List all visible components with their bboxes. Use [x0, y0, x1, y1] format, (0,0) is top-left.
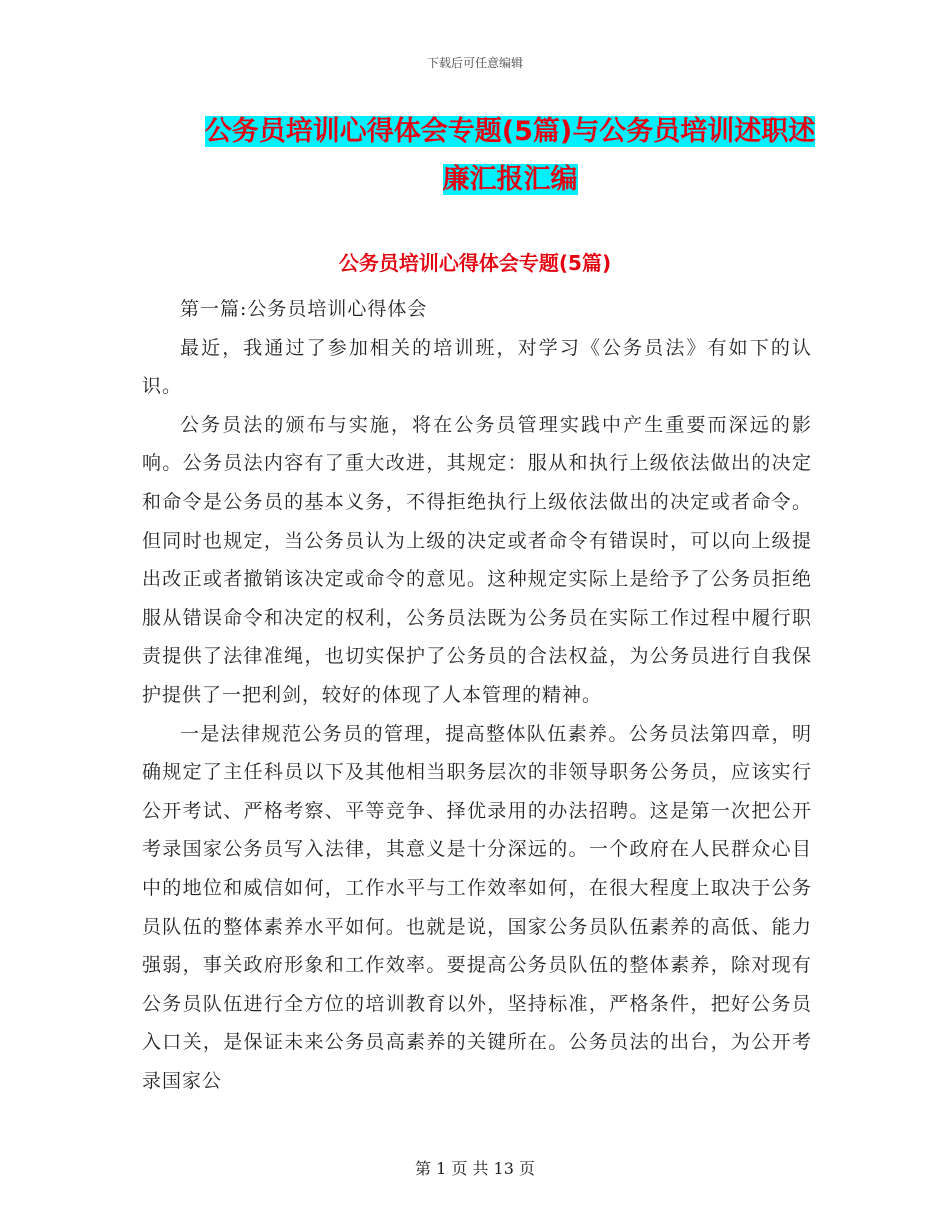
paragraph: 最近，我通过了参加相关的培训班，对学习《公务员法》有如下的认识。 [142, 336, 812, 398]
document-body [142, 290, 812, 1100]
paragraph: 公务员法的颁布与实施，将在公务员管理实践中产生重要而深远的影响。公务员法内容有了重大改进，其规定：服从和执行上级依法做出的决定和命令是公务员的基本义务，不得拒绝执行上级依法做出的决定或者命令。但同时也规定，当公务员认为上级的决定或者命令有错误时，可以向上级提出改正或者撤销该决定或命令的意见。这种规定实际上是给予了公务员拒绝服从错误命令和决定的权利，公务员法既为公务员在实际工作过程中履行职责提供了法律准绳，也切实保护了公务员的合法权益，为公务员进行自我保护提供了一把利剑，较好的体现了人本管理的精神。 [142, 413, 812, 706]
section-title: 公务员培训心得体会专题(5篇) [338, 251, 612, 275]
page-number: 第 1 页 共 13 页 [415, 1159, 535, 1178]
header-note: 下载后可任意编辑 [426, 56, 523, 70]
paragraph: 第一篇:公务员培训心得体会 [180, 298, 428, 320]
document-title-line-2: 廉汇报汇编 [442, 164, 578, 195]
document-title-line-1: 公务员培训心得体会专题(5篇)与公务员培训述职述 [204, 116, 816, 147]
paragraph: 一是法律规范公务员的管理，提高整体队伍素养。公务员法第四章，明确规定了主任科员以下及其他相当职务层次的非领导职务公务员，应该实行公开考试、严格考察、平等竞争、择优录用的办法招聘。这是第一次把公开考录国家公务员写入法律，其意义是十分深远的。一个政府在人民群众心目中的地位和威信如何，工作水平与工作效率如何，在很大程度上取决于公务员队伍的整体素养水平如何。也就是说，国家公务员队伍素养的高低、能力强弱，事关政府形象和工作效率。要提高公务员队伍的整体素养，除对现有公务员队伍进行全方位的培训教育以外，坚持标准，严格条件，把好公务员入口关，是保证未来公务员高素养的关键所在。公务员法的出台，为公开考录国家公 [142, 722, 812, 1092]
document-title [190, 108, 830, 204]
